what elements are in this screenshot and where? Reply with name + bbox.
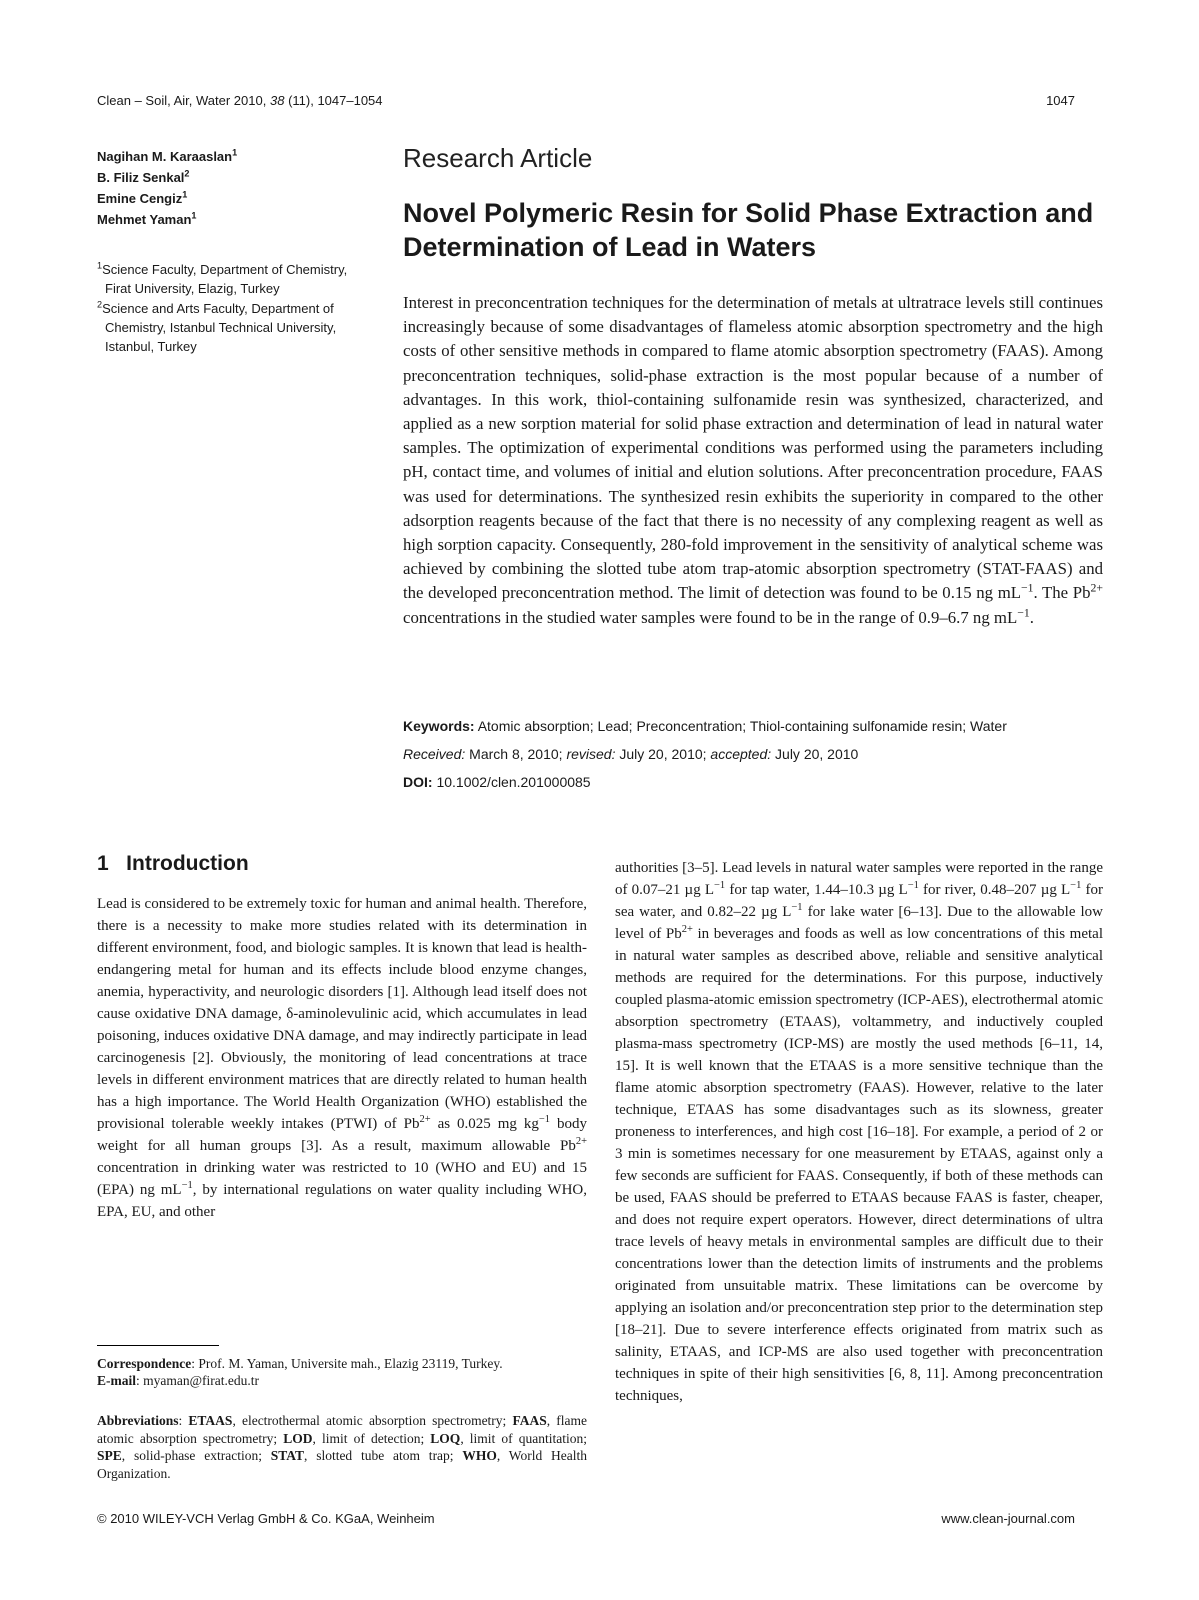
page-number: 1047	[1046, 93, 1075, 108]
abstract: Interest in preconcentration techniques for the determination of metals at ultratrace levels still continues increasingly because of some disadvantages of flameless atomic absorption spectrometry and the high costs of other sensitive methods in compared to flame atomic absorption spectrometry (FAAS). Among preconcentration techniques, solid-phase extraction is the most popular because of a number of advantages. In this work, thiol-containing sulfonamide resin was synthesized, characterized, and applied as a new sorption material for solid phase extraction and determination of lead in natural water samples. The optimization of experimental conditions was performed using the parameters including pH, contact time, and volumes of initial and elution solutions. After preconcentration procedure, FAAS was used for determinations. The synthesized resin exhibits the superiority in compared to the other adsorption reagents because of the fact that there is no necessity of any complexing reagent as well as high sorption capacity. Consequently, 280-fold improvement in the sensitivity of analytical scheme was achieved by combining the slotted tube atom trap-atomic absorption spectrometry (STAT-FAAS) and the developed preconcentration method. The limit of detection was found to be 0.15 ng $mL^{-1}$. The $Pb^{2+}$ concentrations in the studied water samples were found to be in the range of 0.9–6.7 ng $mL^{-1}$.	[403, 293, 1103, 627]
author-name: Emine Cengiz$^1$	[97, 189, 188, 206]
author-name: Nagihan M. Karaaslan$^1$	[97, 147, 238, 164]
article-type: Research Article	[403, 143, 593, 173]
footnote-divider	[97, 1345, 219, 1346]
author-name: B. Filiz Senkal$^2$	[97, 168, 190, 185]
correspondence-note: Correspondence: Prof. M. Yaman, Universite mah., Elazig 23119, Turkey. E-mail: myaman@firat.edu.tr	[97, 1356, 503, 1388]
email-link[interactable]: : myaman@firat.edu.tr	[136, 1373, 260, 1388]
body-text-column-left: Lead is considered to be extremely toxic for human and animal health. Therefore, there is a necessity to make more studies related with its determination in different environment, food, and biologic samples. It is known that lead is health-endangering metal for human and its effects include blood enzyme changes, anemia, hyperactivity, and neurologic disorders [1]. Although lead itself does not cause oxidative DNA damage, δ-aminolevulinic acid, which accumulates in lead poisoning, induces oxidative DNA damage, and may indirectly participate in lead carcinogenesis [2]. Obviously, the monitoring of lead concentrations at trace levels in different environment matrices that are directly related to human health has a high importance. The World Health Organization (WHO) established the provisional tolerable weekly intakes (PTWI) of $Pb^{2+}$ as 0.025 mg $kg^{-1}$ body weight for all human groups [3]. As a result, maximum allowable $Pb^{2+}$ concentration in drinking water was restricted to 10 (WHO and EU) and 15 (EPA) ng $mL^{-1}$, by international regulations on water quality including WHO, EPA, EU, and other	[97, 896, 587, 1220]
running-header-citation: Clean – Soil, Air, Water 2010, 38 (11), 1047–1054	[97, 93, 383, 108]
section-heading-introduction: 1 Introduction	[97, 852, 249, 875]
affiliation-list	[97, 260, 367, 357]
affiliation: $^2$Science and Arts Faculty, Department of Chemistry, Istanbul Technical University, Istanbul, Turkey	[97, 299, 337, 354]
abbreviations-note: Abbreviations: ETAAS, electrothermal atomic absorption spectrometry; FAAS, flame atomic absorption spectrometry; LOD, limit of detection; LOQ, limit of quantitation; SPE, solid-phase extraction; STAT, slotted tube atom trap; WHO, World Health Organization.	[97, 1413, 587, 1481]
author-list	[97, 146, 237, 230]
copyright-notice: © 2010 WILEY-VCH Verlag GmbH & Co. KGaA, Weinheim	[97, 1511, 435, 1526]
article-title: Novel Polymeric Resin for Solid Phase Extraction and Determination of Lead in Waters	[403, 198, 1094, 262]
article-dates: Received: March 8, 2010; revised: July 20, 2010; accepted: July 20, 2010	[403, 746, 859, 762]
keywords: Keywords: Atomic absorption; Lead; Preconcentration; Thiol-containing sulfonamide resin; Water	[403, 718, 1007, 734]
affiliation: $^1$Science Faculty, Department of Chemistry, Firat University, Elazig, Turkey	[97, 260, 348, 296]
author-name: Mehmet Yaman$^1$	[97, 210, 197, 227]
doi: DOI: 10.1002/clen.201000085	[403, 774, 591, 790]
journal-website-link[interactable]: www.clean-journal.com	[941, 1511, 1075, 1526]
body-text-column-right: authorities [3–5]. Lead levels in natural water samples were reported in the range of 0.07–21 µg $L^{-1}$ for tap water, 1.44–10.3 µg $L^{-1}$ for river, 0.48–207 µg $L^{-1}$ for sea water, and 0.82–22 µg $L^{-1}$ for lake water [6–13]. Due to the allowable low level of $Pb^{2+}$ in beverages and foods as well as low concentrations of this metal in natural water samples as described above, reliable and sensitive analytical methods are required for the determinations. For this purpose, inductively coupled plasma-atomic emission spectrometry (ICP-AES), electrothermal atomic absorption spectrometry (ETAAS), voltammetry, and inductively coupled plasma-mass spectrometry (ICP-MS) are mostly the used methods [6–11, 14, 15]. It is well known that the ETAAS is a more sensitive technique than the flame atomic absorption spectrometry (FAAS). However, relative to the later technique, ETAAS has some disadvantages such as its slowness, greater proneness to interferences, and high cost [16–18]. For example, a period of 2 or 3 min is sometimes necessary for one measurement by ETAAS, against only a few seconds are sufficient for FAAS. Consequently, if both of these methods can be used, FAAS should be preferred to ETAAS because FAAS is faster, cheaper, and does not require expert operators. However, direct determinations of ultra trace levels of heavy metals in environmental samples are difficult due to their concentrations lower than the detection limits of instruments and the problems originated from unsuitable matrix. These limitations can be overcome by applying an isolation and/or preconcentration step prior to the determination step [18–21]. Due to severe interference effects originated from matrix such as salinity, ETAAS, and ICP-MS are also used together with preconcentration techniques in spite of their high sensitivities [6, 8, 11]. Among preconcentration techniques,	[615, 860, 1103, 1404]
